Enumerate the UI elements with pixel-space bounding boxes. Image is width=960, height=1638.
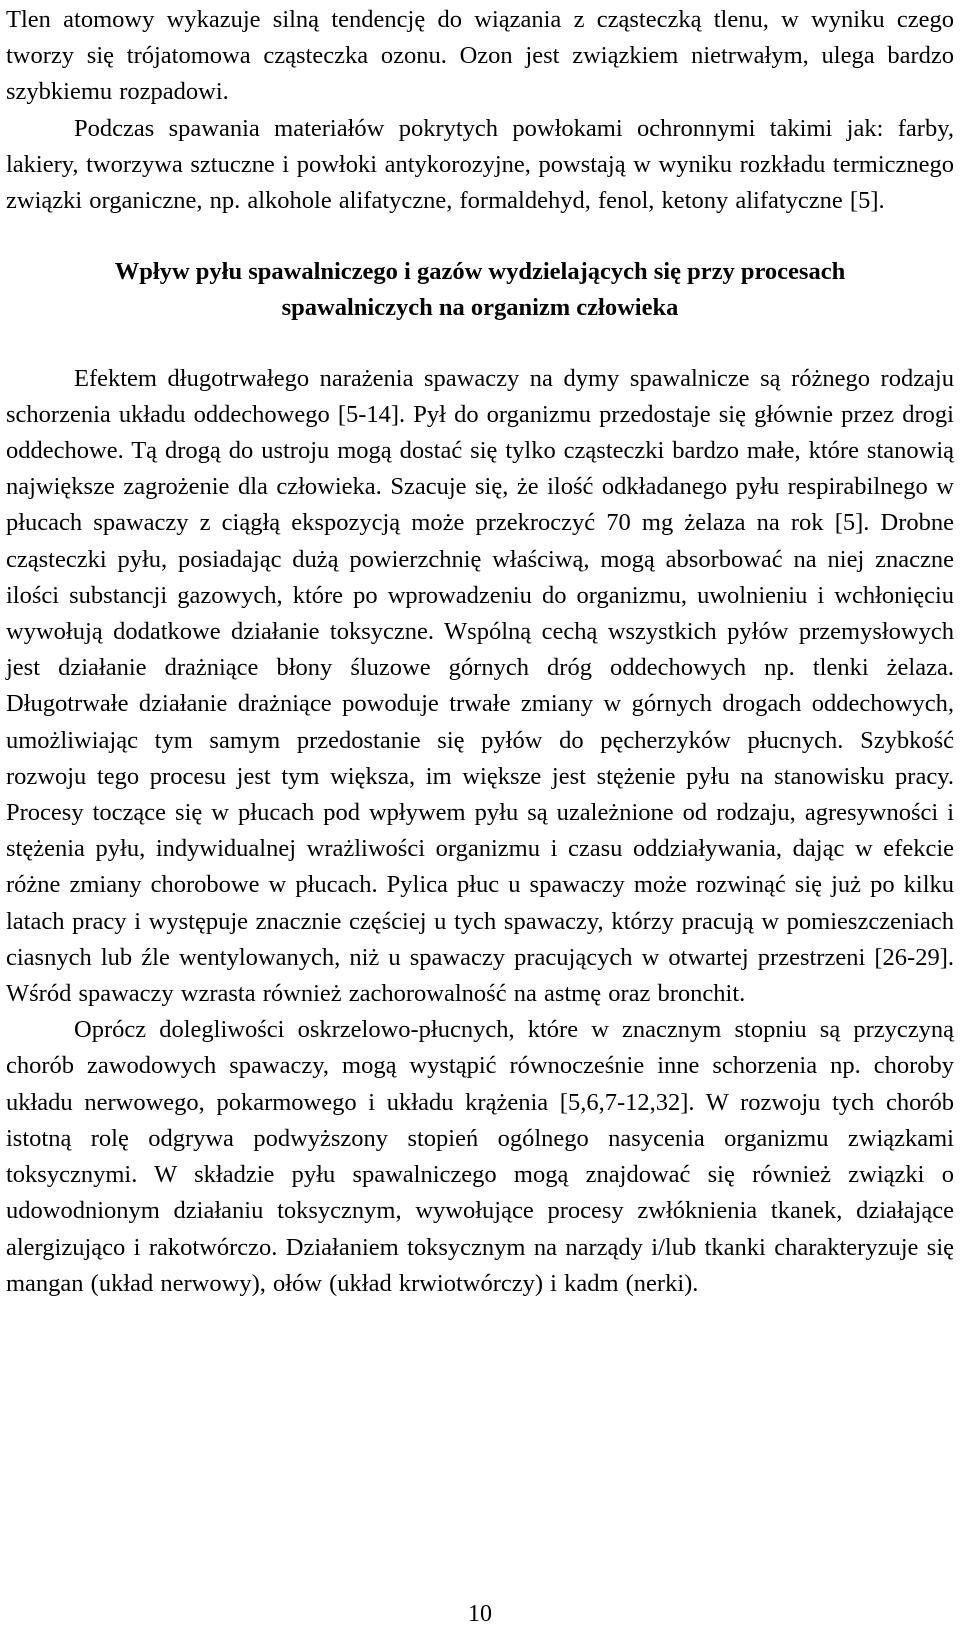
paragraph-long-term-exposure: Efektem długotrwałego narażenia spawaczy na dymy spawalnicze są różnego rodzaju schorzenia układu oddechowego [5-14]. Pył do organizmu przedostaje się głównie przez drogi oddechowe. Tą drogą do ustroju mogą dostać się tylko cząsteczki bardzo małe, które stanowią największe zagrożenie dla człowieka. Szacuje się, że ilość odkładanego pyłu respirabilnego w płucach spawaczy z ciągłą ekspozycją może przekroczyć 70 mg żelaza na rok [5]. Drobne cząsteczki pyłu, posiadając dużą powierzchnię właściwą, mogą absorbować na niej znaczne ilości substancji gazowych, które po wprowadzeniu do organizmu, uwolnieniu i wchłonięciu wywołują dodatkowe działanie toksyczne. Wspólną cechą wszystkich pyłów przemysłowych jest działanie drażniące błony śluzowe górnych dróg oddechowych np. tlenki żelaza. Długotrwałe działanie drażniące powoduje trwałe zmiany w górnych drogach oddechowych, umożliwiając tym samym przedostanie się pyłów do pęcherzyków płucnych. Szybkość rozwoju tego procesu jest tym większa, im większe jest stężenie pyłu na stanowisku pracy. Procesy toczące się w płucach pod wpływem pyłu są uzależnione od rodzaju, agresywności i stężenia pyłu, indywidualnej wrażliwości organizmu i czasu oddziaływania, dając w efekcie różne zmiany chorobowe w płucach. Pylica płuc u spawaczy może rozwinąć się już po kilku latach pracy i występuje znacznie częściej u tych spawaczy, którzy pracują w pomieszczeniach ciasnych lub źle wentylowanych, niż u spawaczy pracujących w otwartej przestrzeni [26-29]. Wśród spawaczy wzrasta również zachorowalność na astmę oraz bronchit. bbox=[6, 364, 954, 1008]
page-number: 10 bbox=[468, 1601, 492, 1627]
paragraph-other-diseases: Oprócz dolegliwości oskrzelowo-płucnych, które w znacznym stopniu są przyczyną chorób zawodowych spawaczy, mogą wystąpić równocześnie inne schorzenia np. choroby układu nerwowego, pokarmowego i układu krążenia [5,6,7-12,32]. W rozwoju tych chorób istotną rolę odgrywa podwyższony stopień ogólnego nasycenia organizmu związkami toksycznymi. W składzie pyłu spawalniczego mogą znajdować się również związki o udowodnionym działaniu toksycznym, wywołujące procesy zwłóknienia tkanek, działające alergizująco i rakotwórczo. Działaniem toksycznym na narządy i/lub tkanki charakteryzuje się mangan (układ nerwowy), ołów (układ krwiotwórczy) i kadm (nerki). bbox=[6, 1016, 954, 1297]
section-heading-line-2: spawalniczych na organizm człowieka bbox=[281, 294, 679, 322]
paragraph-ozone: Tlen atomowy wykazuje silną tendencję do wiązania z cząsteczką tlenu, w wyniku czego tworzy się trójatomowa cząsteczka ozonu. Ozon jest związkiem nietrwałym, ulega bardzo szybkiemu rozpadowi. bbox=[6, 6, 954, 106]
section-heading-line-1: Wpływ pyłu spawalniczego i gazów wydzielających się przy procesach bbox=[114, 258, 846, 286]
document-page bbox=[6, 2, 954, 1302]
paragraph-protective-coatings: Podczas spawania materiałów pokrytych powłokami ochronnymi takimi jak: farby, lakiery, tworzywa sztuczne i powłoki antykorozyjne, powstają w wyniku rozkładu termicznego związki organiczne, np. alkohole alifatyczne, formaldehyd, fenol, ketony alifatyczne [5]. bbox=[6, 114, 954, 215]
section-heading bbox=[6, 254, 954, 326]
